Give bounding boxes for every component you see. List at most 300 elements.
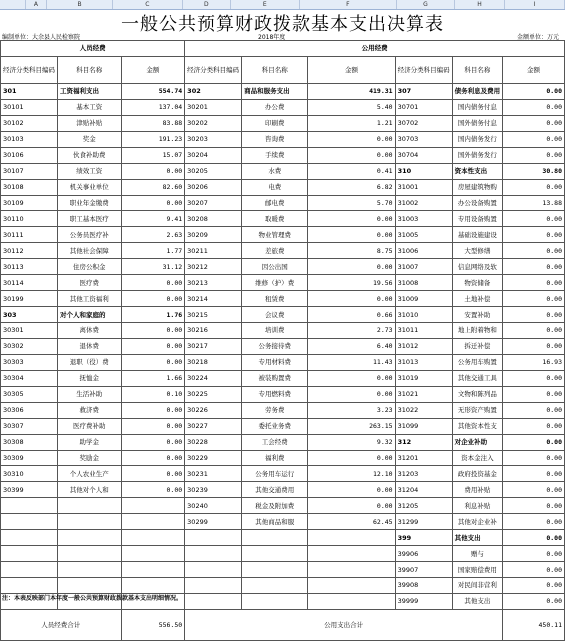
name-cell[interactable]: 租赁费 (242, 291, 308, 307)
amount-cell[interactable]: 0.00 (503, 514, 565, 530)
code-cell[interactable]: 301 (1, 83, 58, 99)
name-cell[interactable]: 安置补助 (452, 307, 503, 323)
name-cell[interactable]: 办公设备购置 (452, 195, 503, 211)
code-cell[interactable]: 30213 (185, 275, 242, 291)
name-cell[interactable]: 税金及附加费 (242, 498, 308, 514)
header-amount[interactable]: 金额 (308, 56, 395, 83)
amount-cell[interactable]: 0.00 (121, 434, 185, 450)
name-cell[interactable]: 公务接待费 (242, 338, 308, 354)
code-cell[interactable]: 30310 (1, 466, 58, 482)
name-cell[interactable]: 物业管理费 (242, 227, 308, 243)
amount-cell[interactable]: 0.00 (121, 402, 185, 418)
code-cell[interactable]: 31010 (395, 307, 452, 323)
name-cell[interactable]: 抚恤金 (58, 370, 122, 386)
amount-cell[interactable]: 0.00 (121, 450, 185, 466)
code-cell[interactable]: 30704 (395, 147, 452, 163)
code-cell[interactable]: 30103 (1, 131, 58, 147)
amount-cell[interactable]: 0.00 (503, 227, 565, 243)
name-cell[interactable]: 其他商品和服 (242, 514, 308, 530)
name-cell[interactable]: 其他工资福利 (58, 291, 122, 307)
amount-cell[interactable]: 0.00 (503, 434, 565, 450)
code-cell[interactable]: 30108 (1, 179, 58, 195)
name-cell[interactable]: 因公出国 (242, 259, 308, 275)
name-cell[interactable]: 国内债务付息 (452, 99, 503, 115)
name-cell[interactable] (58, 514, 122, 530)
header-amount[interactable]: 金额 (503, 56, 565, 83)
header-name[interactable]: 科目名称 (58, 56, 122, 83)
column-letter-i[interactable]: I (505, 0, 565, 9)
amount-cell[interactable]: 0.00 (308, 386, 395, 402)
name-cell[interactable]: 职业年金缴费 (58, 195, 122, 211)
name-cell[interactable]: 地上附着物和 (452, 323, 503, 339)
code-cell[interactable]: 30303 (1, 354, 58, 370)
code-cell[interactable]: 30224 (185, 370, 242, 386)
amount-cell[interactable]: 263.15 (308, 418, 395, 434)
code-cell[interactable]: 307 (395, 83, 452, 99)
code-cell[interactable]: 39907 (395, 562, 452, 578)
amount-cell[interactable] (121, 546, 185, 562)
amount-cell[interactable]: 8.75 (308, 243, 395, 259)
name-cell[interactable]: 生活补助 (58, 386, 122, 402)
code-cell[interactable]: 30218 (185, 354, 242, 370)
code-cell[interactable]: 30113 (1, 259, 58, 275)
amount-cell[interactable]: 30.80 (503, 163, 565, 179)
amount-cell[interactable] (121, 514, 185, 530)
code-cell[interactable] (185, 562, 242, 578)
name-cell[interactable]: 被装购置费 (242, 370, 308, 386)
amount-cell[interactable]: 137.04 (121, 99, 185, 115)
name-cell[interactable]: 工资福利支出 (58, 83, 122, 99)
amount-cell[interactable]: 0.00 (121, 323, 185, 339)
name-cell[interactable]: 邮电费 (242, 195, 308, 211)
name-cell[interactable]: 印刷费 (242, 115, 308, 131)
amount-cell[interactable]: 0.41 (308, 163, 395, 179)
amount-cell[interactable]: 0.00 (503, 259, 565, 275)
amount-cell[interactable]: 1.21 (308, 115, 395, 131)
name-cell[interactable]: 维修（护）费 (242, 275, 308, 291)
code-cell[interactable]: 30307 (1, 418, 58, 434)
amount-cell[interactable]: 62.45 (308, 514, 395, 530)
code-cell[interactable]: 39906 (395, 546, 452, 562)
amount-cell[interactable]: 0.00 (503, 147, 565, 163)
amount-cell[interactable]: 1.77 (121, 243, 185, 259)
amount-cell[interactable]: 0.00 (503, 323, 565, 339)
code-cell[interactable]: 31203 (395, 466, 452, 482)
code-cell[interactable]: 30203 (185, 131, 242, 147)
name-cell[interactable]: 差旅费 (242, 243, 308, 259)
amount-cell[interactable]: 191.23 (121, 131, 185, 147)
amount-cell[interactable]: 0.00 (503, 211, 565, 227)
code-cell[interactable] (1, 546, 58, 562)
amount-cell[interactable]: 0.00 (503, 291, 565, 307)
amount-cell[interactable]: 0.00 (121, 195, 185, 211)
amount-cell[interactable]: 0.00 (308, 131, 395, 147)
code-cell[interactable] (1, 578, 58, 594)
code-cell[interactable]: 312 (395, 434, 452, 450)
code-cell[interactable]: 30239 (185, 482, 242, 498)
name-cell[interactable]: 资本性支出 (452, 163, 503, 179)
name-cell[interactable]: 其他对个人和 (58, 482, 122, 498)
name-cell[interactable]: 电费 (242, 179, 308, 195)
code-cell[interactable]: 30299 (185, 514, 242, 530)
name-cell[interactable]: 基础设施建设 (452, 227, 503, 243)
amount-cell[interactable] (308, 593, 395, 609)
name-cell[interactable]: 专用设备购置 (452, 211, 503, 227)
code-cell[interactable]: 31204 (395, 482, 452, 498)
name-cell[interactable]: 公务员医疗补 (58, 227, 122, 243)
amount-cell[interactable]: 0.00 (503, 402, 565, 418)
amount-cell[interactable]: 0.00 (503, 578, 565, 594)
name-cell[interactable]: 国内债务发行 (452, 131, 503, 147)
code-cell[interactable]: 30114 (1, 275, 58, 291)
amount-cell[interactable] (121, 498, 185, 514)
amount-cell[interactable]: 16.93 (503, 354, 565, 370)
amount-cell[interactable]: 1.66 (121, 370, 185, 386)
amount-cell[interactable]: 419.31 (308, 83, 395, 99)
name-cell[interactable]: 国外债务付息 (452, 115, 503, 131)
amount-cell[interactable]: 0.00 (308, 482, 395, 498)
amount-cell[interactable]: 0.00 (121, 163, 185, 179)
total-personnel-value[interactable]: 556.50 (121, 609, 185, 640)
amount-cell[interactable] (121, 578, 185, 594)
amount-cell[interactable]: 0.00 (503, 498, 565, 514)
column-letter-a[interactable]: A (26, 0, 48, 9)
name-cell[interactable]: 公务用车购置 (452, 354, 503, 370)
name-cell[interactable]: 公务用车运行 (242, 466, 308, 482)
total-public-value[interactable]: 450.11 (503, 609, 565, 640)
name-cell[interactable]: 商品和服务支出 (242, 83, 308, 99)
column-letter-e[interactable]: E (231, 0, 300, 9)
name-cell[interactable]: 利息补贴 (452, 498, 503, 514)
column-letter-h[interactable]: H (455, 0, 505, 9)
code-cell[interactable]: 30309 (1, 450, 58, 466)
amount-cell[interactable]: 0.00 (503, 307, 565, 323)
code-cell[interactable] (1, 562, 58, 578)
amount-cell[interactable]: 5.40 (308, 99, 395, 115)
code-cell[interactable]: 31007 (395, 259, 452, 275)
amount-cell[interactable]: 0.00 (503, 243, 565, 259)
name-cell[interactable]: 培训费 (242, 323, 308, 339)
amount-cell[interactable]: 0.00 (121, 466, 185, 482)
code-cell[interactable]: 31019 (395, 370, 452, 386)
name-cell[interactable] (242, 593, 308, 609)
code-cell[interactable]: 30101 (1, 99, 58, 115)
code-cell[interactable]: 30216 (185, 323, 242, 339)
amount-cell[interactable] (308, 578, 395, 594)
amount-cell[interactable]: 0.00 (503, 482, 565, 498)
name-cell[interactable]: 退职（役）费 (58, 354, 122, 370)
amount-cell[interactable]: 0.00 (503, 179, 565, 195)
amount-cell[interactable]: 0.00 (503, 562, 565, 578)
amount-cell[interactable]: 11.43 (308, 354, 395, 370)
header-name[interactable]: 科目名称 (452, 56, 503, 83)
name-cell[interactable] (58, 578, 122, 594)
name-cell[interactable]: 对民间非营利 (452, 578, 503, 594)
code-cell[interactable]: 31011 (395, 323, 452, 339)
name-cell[interactable]: 办公费 (242, 99, 308, 115)
code-cell[interactable]: 30107 (1, 163, 58, 179)
name-cell[interactable] (58, 530, 122, 546)
amount-cell[interactable]: 0.00 (308, 259, 395, 275)
code-cell[interactable]: 30111 (1, 227, 58, 243)
name-cell[interactable]: 退休费 (58, 338, 122, 354)
name-cell[interactable]: 其他资本性支 (452, 418, 503, 434)
code-cell[interactable]: 30302 (1, 338, 58, 354)
name-cell[interactable]: 取暖费 (242, 211, 308, 227)
amount-cell[interactable]: 9.32 (308, 434, 395, 450)
code-cell[interactable]: 31009 (395, 291, 452, 307)
amount-cell[interactable]: 0.00 (308, 227, 395, 243)
amount-cell[interactable]: 0.00 (121, 338, 185, 354)
name-cell[interactable] (242, 578, 308, 594)
code-cell[interactable]: 30212 (185, 259, 242, 275)
code-cell[interactable]: 310 (395, 163, 452, 179)
name-cell[interactable] (242, 530, 308, 546)
code-cell[interactable]: 39999 (395, 593, 452, 609)
code-cell[interactable]: 30215 (185, 307, 242, 323)
name-cell[interactable]: 奖励金 (58, 450, 122, 466)
code-cell[interactable]: 30301 (1, 323, 58, 339)
name-cell[interactable]: 债务利息及费用 (452, 83, 503, 99)
code-cell[interactable]: 31003 (395, 211, 452, 227)
column-letter-d[interactable]: D (183, 0, 231, 9)
amount-cell[interactable]: 0.00 (121, 354, 185, 370)
code-cell[interactable]: 31001 (395, 179, 452, 195)
code-cell[interactable]: 31022 (395, 402, 452, 418)
name-cell[interactable]: 奖金 (58, 131, 122, 147)
amount-cell[interactable]: 0.00 (308, 498, 395, 514)
amount-cell[interactable]: 0.00 (308, 147, 395, 163)
amount-cell[interactable]: 2.73 (308, 323, 395, 339)
name-cell[interactable]: 国外债务发行 (452, 147, 503, 163)
name-cell[interactable]: 医疗费 (58, 275, 122, 291)
name-cell[interactable]: 国家赔偿费用 (452, 562, 503, 578)
code-cell[interactable]: 30202 (185, 115, 242, 131)
code-cell[interactable]: 30206 (185, 179, 242, 195)
name-cell[interactable]: 救济费 (58, 402, 122, 418)
section-header-personnel[interactable]: 人员经费 (1, 41, 185, 57)
code-cell[interactable]: 30205 (185, 163, 242, 179)
amount-cell[interactable]: 5.70 (308, 195, 395, 211)
amount-cell[interactable]: 1.76 (121, 307, 185, 323)
name-cell[interactable]: 其他支出 (452, 593, 503, 609)
name-cell[interactable]: 其他交通工具 (452, 370, 503, 386)
code-cell[interactable]: 302 (185, 83, 242, 99)
amount-cell[interactable]: 0.00 (503, 131, 565, 147)
name-cell[interactable]: 赠与 (452, 546, 503, 562)
amount-cell[interactable]: 0.00 (503, 593, 565, 609)
header-code[interactable]: 经济分类科目编码 (185, 56, 242, 83)
column-letter-g[interactable]: G (397, 0, 455, 9)
code-cell[interactable]: 31008 (395, 275, 452, 291)
amount-cell[interactable]: 0.00 (503, 115, 565, 131)
code-cell[interactable]: 30240 (185, 498, 242, 514)
code-cell[interactable] (1, 530, 58, 546)
name-cell[interactable]: 基本工资 (58, 99, 122, 115)
name-cell[interactable]: 政府投资基金 (452, 466, 503, 482)
amount-cell[interactable]: 0.00 (503, 530, 565, 546)
code-cell[interactable]: 31299 (395, 514, 452, 530)
amount-cell[interactable]: 0.00 (308, 291, 395, 307)
name-cell[interactable]: 大型修缮 (452, 243, 503, 259)
code-cell[interactable]: 31013 (395, 354, 452, 370)
header-name[interactable]: 科目名称 (242, 56, 308, 83)
amount-cell[interactable]: 82.60 (121, 179, 185, 195)
code-cell[interactable] (185, 578, 242, 594)
name-cell[interactable]: 助学金 (58, 434, 122, 450)
name-cell[interactable]: 水费 (242, 163, 308, 179)
amount-cell[interactable]: 12.10 (308, 466, 395, 482)
name-cell[interactable]: 伙食补助费 (58, 147, 122, 163)
code-cell[interactable]: 30209 (185, 227, 242, 243)
name-cell[interactable] (58, 546, 122, 562)
code-cell[interactable] (1, 514, 58, 530)
code-cell[interactable] (185, 546, 242, 562)
code-cell[interactable]: 31006 (395, 243, 452, 259)
code-cell[interactable]: 30208 (185, 211, 242, 227)
amount-cell[interactable]: 0.00 (503, 450, 565, 466)
name-cell[interactable]: 医疗费补助 (58, 418, 122, 434)
amount-cell[interactable]: 0.00 (503, 83, 565, 99)
amount-cell[interactable]: 0.00 (503, 275, 565, 291)
code-cell[interactable]: 303 (1, 307, 58, 323)
code-cell[interactable]: 30106 (1, 147, 58, 163)
code-cell[interactable]: 30305 (1, 386, 58, 402)
amount-cell[interactable]: 31.12 (121, 259, 185, 275)
code-cell[interactable]: 30110 (1, 211, 58, 227)
code-cell[interactable]: 30703 (395, 131, 452, 147)
name-cell[interactable]: 手续费 (242, 147, 308, 163)
name-cell[interactable] (58, 498, 122, 514)
amount-cell[interactable]: 0.00 (503, 370, 565, 386)
code-cell[interactable]: 30225 (185, 386, 242, 402)
amount-cell[interactable]: 0.00 (121, 418, 185, 434)
amount-cell[interactable] (121, 530, 185, 546)
code-cell[interactable]: 30217 (185, 338, 242, 354)
total-public-label[interactable]: 公用支出合计 (185, 609, 503, 640)
name-cell[interactable]: 信息网络及软 (452, 259, 503, 275)
name-cell[interactable]: 机关事业单位 (58, 179, 122, 195)
amount-cell[interactable] (121, 562, 185, 578)
code-cell[interactable]: 30201 (185, 99, 242, 115)
code-cell[interactable]: 31005 (395, 227, 452, 243)
name-cell[interactable]: 文物和陈列品 (452, 386, 503, 402)
code-cell[interactable] (185, 593, 242, 609)
name-cell[interactable]: 离休费 (58, 323, 122, 339)
column-letter-b[interactable]: B (47, 0, 113, 9)
amount-cell[interactable] (308, 562, 395, 578)
name-cell[interactable]: 房屋建筑物购 (452, 179, 503, 195)
name-cell[interactable]: 拆迁补偿 (452, 338, 503, 354)
code-cell[interactable]: 30204 (185, 147, 242, 163)
amount-cell[interactable]: 0.00 (503, 546, 565, 562)
name-cell[interactable]: 劳务费 (242, 402, 308, 418)
name-cell[interactable]: 资本金注入 (452, 450, 503, 466)
code-cell[interactable]: 31205 (395, 498, 452, 514)
name-cell[interactable]: 专用材料费 (242, 354, 308, 370)
amount-cell[interactable]: 2.63 (121, 227, 185, 243)
code-cell[interactable]: 30109 (1, 195, 58, 211)
name-cell[interactable]: 委托业务费 (242, 418, 308, 434)
amount-cell[interactable]: 19.56 (308, 275, 395, 291)
name-cell[interactable]: 对企业补助 (452, 434, 503, 450)
name-cell[interactable]: 住房公积金 (58, 259, 122, 275)
name-cell[interactable] (242, 562, 308, 578)
amount-cell[interactable]: 0.00 (503, 386, 565, 402)
amount-cell[interactable]: 0.00 (503, 338, 565, 354)
code-cell[interactable]: 30228 (185, 434, 242, 450)
code-cell[interactable]: 39908 (395, 578, 452, 594)
name-cell[interactable]: 咨询费 (242, 131, 308, 147)
name-cell[interactable]: 个人农业生产 (58, 466, 122, 482)
amount-cell[interactable]: 6.82 (308, 179, 395, 195)
amount-cell[interactable]: 554.74 (121, 83, 185, 99)
amount-cell[interactable]: 0.00 (121, 275, 185, 291)
name-cell[interactable]: 绩效工资 (58, 163, 122, 179)
name-cell[interactable]: 物资储备 (452, 275, 503, 291)
code-cell[interactable]: 30399 (1, 482, 58, 498)
amount-cell[interactable]: 13.88 (503, 195, 565, 211)
corner-cell[interactable] (0, 0, 26, 9)
code-cell[interactable]: 31012 (395, 338, 452, 354)
code-cell[interactable]: 30211 (185, 243, 242, 259)
code-cell[interactable]: 30214 (185, 291, 242, 307)
code-cell[interactable]: 30308 (1, 434, 58, 450)
code-cell[interactable]: 30231 (185, 466, 242, 482)
amount-cell[interactable]: 0.00 (121, 291, 185, 307)
code-cell[interactable]: 30229 (185, 450, 242, 466)
column-letter-c[interactable]: C (113, 0, 183, 9)
code-cell[interactable]: 30701 (395, 99, 452, 115)
code-cell[interactable]: 30226 (185, 402, 242, 418)
name-cell[interactable]: 职工基本医疗 (58, 211, 122, 227)
amount-cell[interactable]: 0.00 (308, 211, 395, 227)
name-cell[interactable] (242, 546, 308, 562)
code-cell[interactable]: 30306 (1, 402, 58, 418)
name-cell[interactable]: 其他交通费用 (242, 482, 308, 498)
amount-cell[interactable]: 0.00 (121, 482, 185, 498)
code-cell[interactable]: 31002 (395, 195, 452, 211)
name-cell[interactable]: 工会经费 (242, 434, 308, 450)
name-cell[interactable]: 福利费 (242, 450, 308, 466)
column-letter-f[interactable]: F (300, 0, 397, 9)
amount-cell[interactable] (308, 546, 395, 562)
code-cell[interactable]: 30227 (185, 418, 242, 434)
amount-cell[interactable]: 83.88 (121, 115, 185, 131)
code-cell[interactable]: 30112 (1, 243, 58, 259)
code-cell[interactable]: 30702 (395, 115, 452, 131)
code-cell[interactable]: 30304 (1, 370, 58, 386)
amount-cell[interactable]: 0.00 (503, 99, 565, 115)
code-cell[interactable]: 31099 (395, 418, 452, 434)
name-cell[interactable]: 会议费 (242, 307, 308, 323)
amount-cell[interactable]: 0.66 (308, 307, 395, 323)
amount-cell[interactable]: 15.07 (121, 147, 185, 163)
name-cell[interactable]: 其他社会保障 (58, 243, 122, 259)
amount-cell[interactable]: 0.00 (503, 418, 565, 434)
amount-cell[interactable]: 0.00 (308, 370, 395, 386)
name-cell[interactable]: 无形资产购置 (452, 402, 503, 418)
code-cell[interactable] (1, 498, 58, 514)
amount-cell[interactable]: 6.40 (308, 338, 395, 354)
amount-cell[interactable]: 0.00 (308, 450, 395, 466)
amount-cell[interactable]: 9.41 (121, 211, 185, 227)
name-cell[interactable]: 津贴补贴 (58, 115, 122, 131)
name-cell[interactable]: 其他支出 (452, 530, 503, 546)
header-code[interactable]: 经济分类科目编码 (1, 56, 58, 83)
total-personnel-label[interactable]: 人员经费合计 (1, 609, 122, 640)
code-cell[interactable]: 30207 (185, 195, 242, 211)
